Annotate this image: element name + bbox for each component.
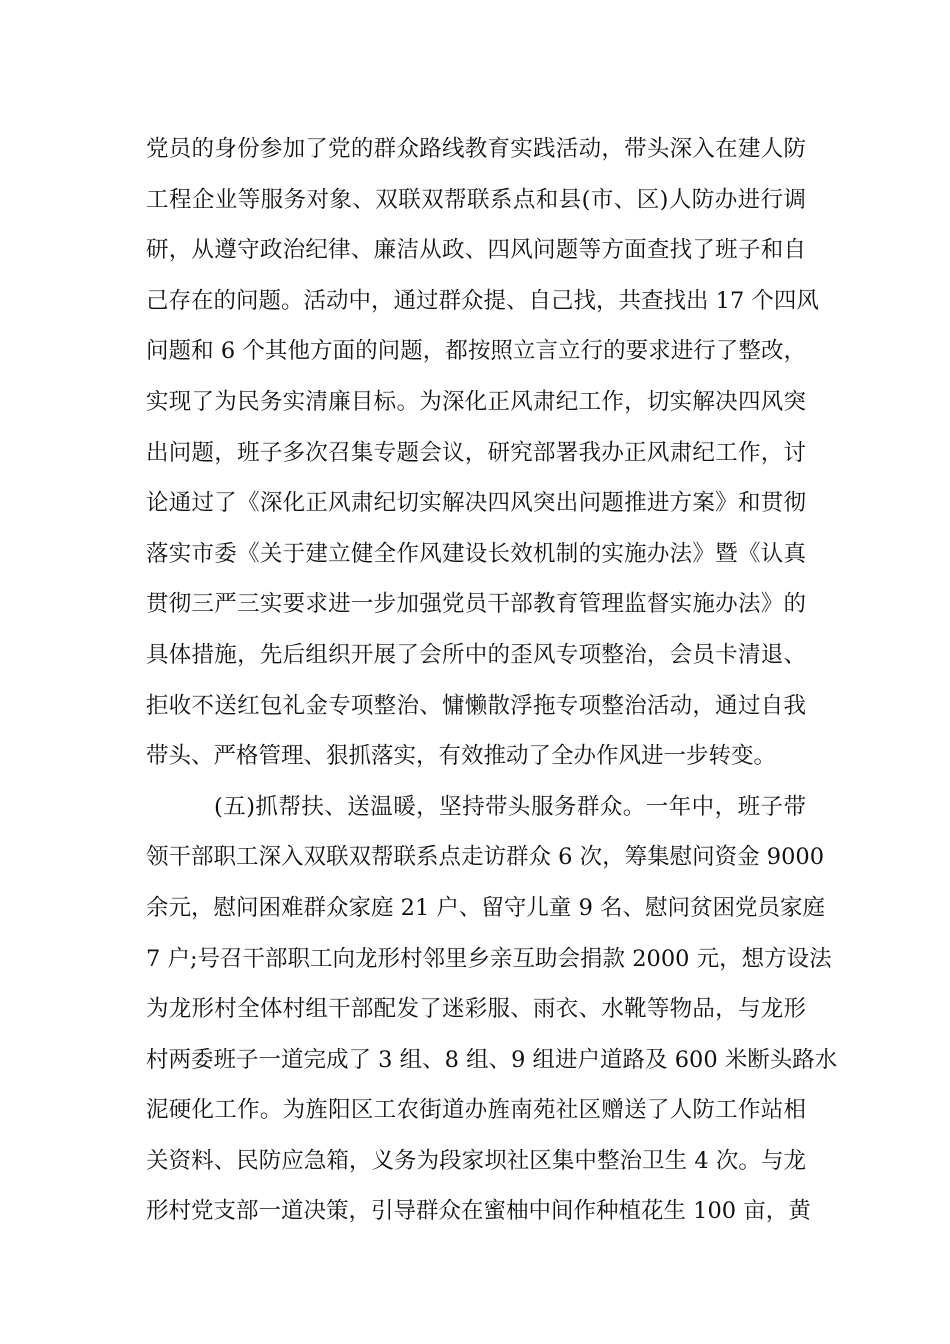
- text-line: 工程企业等服务对象、双联双帮联系点和县(市、区)人防办进行调: [146, 186, 806, 213]
- text-line: 贯彻三严三实要求进一步加强党员干部教育管理监督实施办法》的: [146, 591, 806, 618]
- text-line: 领干部职工深入双联双帮联系点走访群众 6 次，筹集慰问资金 9000: [146, 844, 825, 871]
- text-line: 余元，慰问困难群众家庭 21 户、留守儿童 9 名、慰问贫困党员家庭: [146, 894, 826, 921]
- text-line: 党员的身份参加了党的群众路线教育实践活动，带头深入在建人防: [146, 136, 806, 162]
- document-body: [146, 124, 838, 1237]
- text-line: 7 户;号召干部职工向龙形村邻里乡亲互助会捐款 2000 元，想方设法: [146, 945, 832, 972]
- text-line: 泥硬化工作。为旌阳区工农街道办旌南苑社区赠送了人防工作站相: [146, 1097, 806, 1124]
- text-line: 具体措施，先后组织开展了会所中的歪风专项整治，会员卡清退、: [146, 641, 806, 668]
- text-line: 出问题，班子多次召集专题会议，研究部署我办正风肃纪工作，讨: [146, 439, 806, 466]
- text-line: 为龙形村全体村组干部配发了迷彩服、雨衣、水靴等物品，与龙形: [146, 996, 806, 1023]
- text-line: 关资料、民防应急箱，义务为段家坝社区集中整治卫生 4 次。与龙: [146, 1147, 806, 1174]
- text-line: 论通过了《深化正风肃纪切实解决四风突出问题推进方案》和贯彻: [146, 490, 806, 517]
- text-line: 拒收不送红包礼金专项整治、慵懒散浮拖专项整治活动，通过自我: [146, 692, 806, 719]
- text-line: 落实市委《关于建立健全作风建设长效机制的实施办法》暨《认真: [146, 540, 806, 567]
- text-line: 己存在的问题。活动中，通过群众提、自己找，共查找出 17 个四风: [146, 287, 819, 314]
- text-line: 实现了为民务实清廉目标。为深化正风肃纪工作，切实解决四风突: [146, 388, 806, 415]
- paragraph-assistance: [146, 782, 838, 1237]
- text-line: 带头、严格管理、狠抓落实，有效推动了全办作风进一步转变。: [146, 743, 777, 770]
- section-heading-line: (五)抓帮扶、送温暖，坚持带头服务群众。一年中，班子带: [214, 793, 806, 820]
- paragraph-party-education: [146, 124, 819, 782]
- text-line: 村两委班子一道完成了 3 组、8 组、9 组进户道路及 600 米断头路水: [146, 1046, 838, 1073]
- text-line: 研，从遵守政治纪律、廉洁从政、四风问题等方面查找了班子和自: [146, 237, 806, 264]
- text-line: 形村党支部一道决策，引导群众在蜜柚中间作种植花生 100 亩，黄: [146, 1198, 811, 1225]
- text-line: 问题和 6 个其他方面的问题，都按照立言立行的要求进行了整改，: [146, 338, 806, 365]
